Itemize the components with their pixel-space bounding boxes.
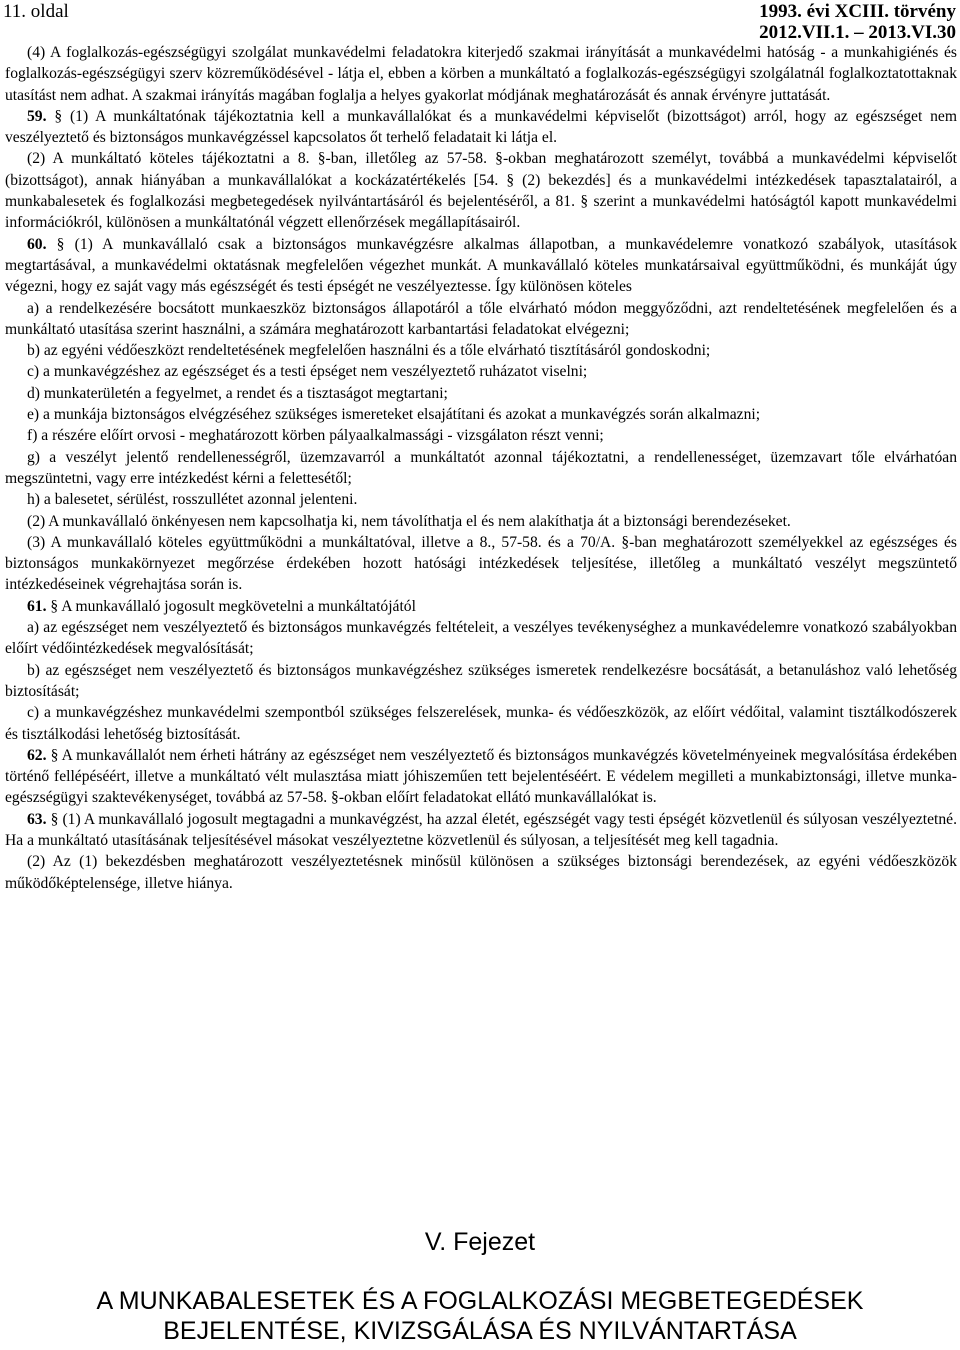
paragraph-text: § (1) A munkavállaló jogosult megtagadni a munkavégzést, ha azzal életét, egészségét vagy testi épségét közvetlenül és súlyosan veszélyeztetné. Ha a munkáltató utasításának teljesítésével másokat veszélyeztetne közvetlenül és súlyosan, a teljesítését meg kell tagadnia. (5, 810, 957, 849)
paragraph-text: h) a balesetet, sérülést, rosszullétet azonnal jelenteni. (27, 491, 358, 509)
section-paragraph (5, 596, 957, 617)
list-item (5, 383, 957, 404)
section-number: 61. (27, 597, 47, 615)
paragraph (5, 42, 957, 106)
chapter-number: V. Fejezet (424, 1228, 536, 1256)
paragraph-text: e) a munkája biztonságos elvégzéséhez szükséges ismereteket elsajátítani és azokat a munkavégzés során alkalmazni; (27, 406, 761, 424)
paragraph-text: a) a rendelkezésére bocsátott munkaeszköz biztonságos állapotáról a tőle elvárható módon meggyőződni, azt rendeltetésének megfelelően és a munkáltató utasítása szerint használni, a számára meghatározott karbantartási feladatokat elvégezni; (5, 299, 957, 338)
section-paragraph (5, 809, 957, 852)
paragraph-text: d) munkaterületén a fegyelmet, a rendet és a tisztaságot megtartani; (27, 384, 448, 402)
list-item (5, 447, 957, 490)
list-item (5, 489, 957, 510)
law-effective-period: 2012.VII.1. – 2013.VI.30 (759, 22, 956, 43)
paragraph-text: c) a munkavégzéshez az egészséget és a testi épséget nem veszélyeztető ruházatot viselni; (27, 363, 588, 381)
list-item (5, 361, 957, 382)
chapter-title-line: BEJELENTÉSE, KIVIZSGÁLÁSA ÉS NYILVÁNTARTÁSA (163, 1317, 797, 1345)
section-number: 59. (27, 107, 47, 125)
list-item (5, 660, 957, 703)
paragraph-text: (3) A munkavállaló köteles együttműködni a munkáltatóval, illetve a 8., 57-58. és a 70/A. §-ban meghatározott személyekkel az egészséges és biztonságos munkakörnyezet megőrzése érdekében hozott hatósági intézkedések teljesítése, illetőleg a munkáltató veszélyt megszüntető intézkedéseinek végrehajtása során is. (5, 533, 957, 594)
paragraph (5, 148, 957, 233)
paragraph (5, 511, 957, 532)
paragraph-text: a) az egészséget nem veszélyeztető és biztonságos munkavégzés feltételeit, a veszélyes tevékenységhez a munkavédelemre vonatkozó szabályokban előírt védőintézkedések megvalósítását; (5, 619, 957, 658)
paragraph-text: § (1) A munkáltatónak tájékoztatnia kell a munkavállalókat és a munkavédelmi képviselőt (bizottságot) arról, hogy az egészséget nem veszélyeztető és biztonságos munkavégzéssel kapcsolatos őt terhelő feladatait ki látja el. (5, 107, 957, 147)
chapter-title-line: A MUNKABALESETEK ÉS A FOGLALKOZÁSI MEGBETEGEDÉSEK (96, 1287, 864, 1315)
paragraph-text: (4) A foglalkozás-egészségügyi szolgálat munkavédelmi feladatokra kiterjedő szakmai irányítását a munkavédelmi hatóság - a munkahigiénés és foglalkozás-egészségügyi szerv közreműködésével - látja el, ebben a körben a munkáltató a foglalkozás-egészségügyi szolgálatnál foglalkoztatottaknak utasítást nem adhat. A szakmai irányítás magában foglalja a helyes gyakorlat módjának meghatározását és annak érvényre juttatását. (5, 44, 957, 104)
paragraph-text: § A munkavállaló jogosult megkövetelni a munkáltatójától (46, 597, 416, 615)
paragraph-text: (2) A munkavállaló önkényesen nem kapcsolhatja ki, nem távolíthatja el és nem alakíthatja át a biztonsági berendezéseket. (27, 512, 791, 530)
paragraph-text: (2) Az (1) bekezdésben meghatározott veszélyeztetésnek minősül különösen a szükséges biztonsági berendezések, az egyéni védőeszközök működőképtelensége, illetve hiánya. (5, 853, 957, 892)
section-paragraph (5, 745, 957, 809)
chapter-title (0, 1286, 960, 1346)
paragraph-text: f) a részére előírt orvosi - meghatározott körben pályaalkalmassági - vizsgálaton részt venni; (27, 427, 604, 445)
paragraph (5, 532, 957, 596)
list-item (5, 425, 957, 446)
section-number: 63. (27, 810, 47, 828)
page-header (0, 0, 960, 44)
section-number: 62. (27, 746, 47, 764)
law-title (759, 1, 956, 43)
page-number: 11. oldal (3, 1, 69, 22)
section-paragraph (5, 234, 957, 298)
list-item (5, 702, 957, 745)
paragraph-text: c) a munkavégzéshez munkavédelmi szempontból szükséges felszerelések, munka- és védőeszközök, az előírt védőital, valamint tisztálkodószerek és tisztálkodási lehetőség biztosítását. (5, 704, 957, 743)
paragraph (5, 851, 957, 894)
paragraph-text: g) a veszélyt jelentő rendellenességről, üzemzavarról a munkáltatót azonnal tájékoztatni, a rendellenességet, üzemzavart tőle elvárhatóan megszüntetni, vagy erre intézkedést kérni a felettesétől; (5, 448, 957, 487)
paragraph-text: b) az egészséget nem veszélyeztető és biztonságos munkavégzéshez szükséges ismeretek rendelkezésre bocsátását, a betanuláshoz való lehetőség biztosítását; (5, 661, 957, 700)
list-item (5, 617, 957, 660)
paragraph-text: b) az egyéni védőeszközt rendeltetésének megfelelően használni és a tőle elvárható tisztításáról gondoskodni; (27, 342, 711, 360)
list-item (5, 298, 957, 341)
section-paragraph (5, 106, 957, 149)
list-item (5, 340, 957, 361)
section-number: 60. (27, 235, 47, 253)
paragraph-text: § A munkavállalót nem érheti hátrány az egészséget nem veszélyeztető és biztonságos munkavégzés követelményeinek megvalósítása érdekében történő fellépéséért, illetve a munkáltató vélt mulasztása miatt jóhiszeműen tett bejelentéséért. E védelem megilleti a munkabiztonsági, illetve munka-egészségügyi szaktevékenységet, továbbá az 57-58. §-okban előírt feladatokat ellátó munkavállalókat is. (5, 746, 957, 807)
law-title-line: 1993. évi XCIII. törvény (759, 1, 956, 22)
list-item (5, 404, 957, 425)
law-body-text (5, 42, 957, 894)
paragraph-text: (2) A munkáltató köteles tájékoztatni a 8. §-ban, illetőleg az 57-58. §-okban meghatározott személyt, továbbá a munkavédelmi képviselőt (bizottságot), annak hiányában a munkavállalókat a kockázatértékelés [54. § (2) bekezdés] és a munkavédelmi intézkedések tapasztalatairól, a munkabalesetek és foglalkozási megbetegedések nyilvántartásáról és bejelentéséről, a 81. § szerint a munkavédelmi hatóságtól kapott munkavédelmi információkról, különösen a munkáltatónál végzett ellenőrzések megállapításairól. (5, 150, 957, 232)
paragraph-text: § (1) A munkavállaló csak a biztonságos munkavégzésre alkalmas állapotban, a munkavédelemre vonatkozó szabályok, utasítások megtartásával, a munkavédelmi oktatásnak megfelelően végezhet munkát. A munkavállaló köteles munkatársaival együttműködni, és munkáját úgy végezni, hogy ez saját vagy más egészségét és testi épségét ne veszélyeztesse. Így különösen köteles (5, 235, 957, 296)
